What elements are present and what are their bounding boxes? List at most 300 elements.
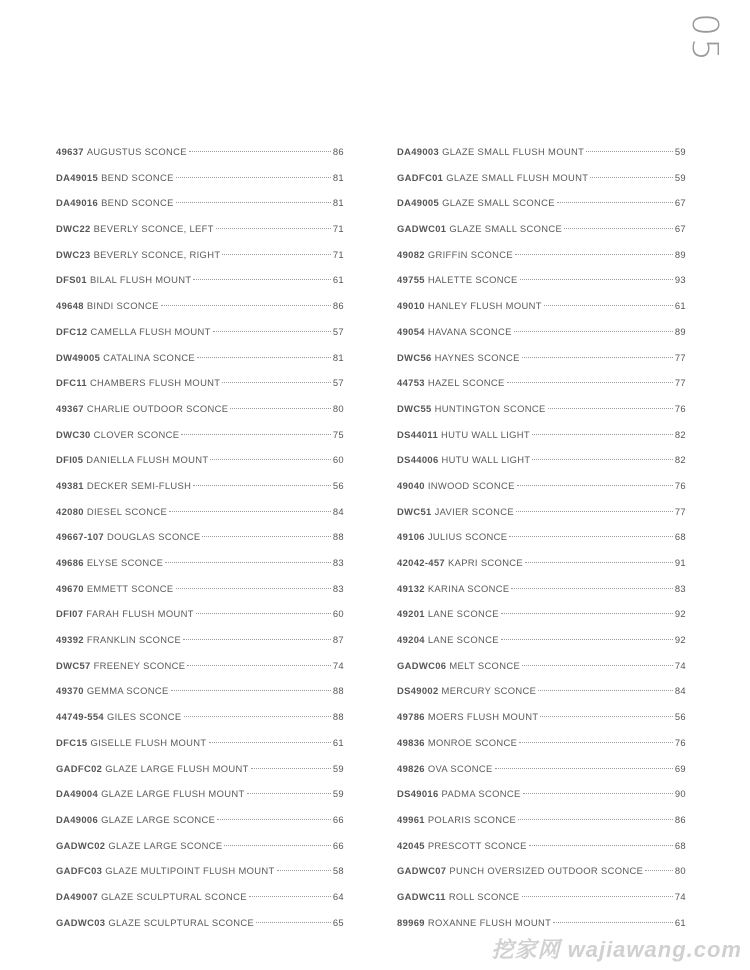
index-entry <box>56 884 344 910</box>
product-code: 42042-457 <box>397 557 445 568</box>
product-name: JAVIER SCONCE <box>434 505 514 517</box>
product-name: BEND SCONCE <box>101 171 174 183</box>
page-reference: 89 <box>674 325 686 337</box>
page-reference: 61 <box>332 736 344 748</box>
product-name: MONROE SCONCE <box>427 736 518 748</box>
page-reference: 66 <box>332 839 344 851</box>
page-reference: 59 <box>332 788 344 800</box>
index-entry <box>397 524 686 550</box>
product-code: DA49015 <box>56 171 99 183</box>
dot-leader <box>222 254 330 255</box>
page-reference: 76 <box>674 402 686 414</box>
product-name: DECKER SEMI-FLUSH <box>86 479 192 491</box>
page-reference: 93 <box>674 274 686 286</box>
product-name: EMMETT SCONCE <box>86 582 174 594</box>
dot-leader <box>548 408 673 409</box>
product-name: ROLL SCONCE <box>448 890 520 902</box>
dot-leader <box>586 151 673 152</box>
page-reference: 76 <box>674 479 686 491</box>
dot-leader <box>538 690 673 691</box>
page-reference: 68 <box>674 839 686 851</box>
dot-leader <box>557 202 673 203</box>
dot-leader <box>529 845 673 846</box>
page-reference: 56 <box>674 711 686 723</box>
product-name: HUTU WALL LIGHT <box>441 454 531 466</box>
dot-leader <box>202 536 330 537</box>
product-name: DOUGLAS SCONCE <box>106 531 201 543</box>
page-reference: 77 <box>674 377 686 389</box>
product-code: 49204 <box>397 634 425 646</box>
dot-leader <box>251 768 331 769</box>
dot-leader <box>553 922 673 923</box>
page-reference: 67 <box>674 197 686 209</box>
dot-leader <box>183 639 331 640</box>
dot-leader <box>522 357 673 358</box>
product-code: 49054 <box>397 325 425 337</box>
product-code: GADWC03 <box>56 916 106 928</box>
product-code: DA49004 <box>56 788 99 800</box>
page-reference: 75 <box>332 428 344 440</box>
index-entry <box>397 165 686 191</box>
page-reference: 74 <box>674 890 686 902</box>
index-entry <box>56 704 344 730</box>
product-code: GADWC11 <box>397 890 446 902</box>
product-name: POLARIS SCONCE <box>427 813 517 825</box>
dot-leader <box>590 177 673 178</box>
product-name: GLAZE MULTIPOINT FLUSH MOUNT <box>105 865 275 877</box>
index-entry <box>397 858 686 884</box>
index-entry <box>397 216 686 242</box>
page-reference: 81 <box>332 351 344 363</box>
dot-leader <box>165 562 331 563</box>
product-code: GADWC06 <box>397 659 447 671</box>
product-code: DFC15 <box>56 736 88 748</box>
product-code: 49040 <box>397 479 425 491</box>
product-name: GILES SCONCE <box>106 711 182 723</box>
index-entry <box>397 242 686 268</box>
product-code: 89969 <box>397 916 425 928</box>
product-code: 42080 <box>56 505 84 517</box>
product-code: 49836 <box>397 736 425 748</box>
product-name: HAVANA SCONCE <box>427 325 512 337</box>
product-code: DS44006 <box>397 454 439 466</box>
product-code: 49370 <box>56 685 84 697</box>
product-name: PUNCH OVERSIZED OUTDOOR SCONCE <box>449 865 644 877</box>
product-name: HANLEY FLUSH MOUNT <box>427 300 542 312</box>
page-reference: 86 <box>332 300 344 312</box>
product-code: 49670 <box>56 582 84 594</box>
page-reference: 74 <box>674 659 686 671</box>
page-reference: 56 <box>332 479 344 491</box>
page-reference: 83 <box>332 557 344 568</box>
dot-leader <box>256 922 331 923</box>
page-reference: 88 <box>332 531 344 543</box>
product-code: DS49002 <box>397 685 439 697</box>
dot-leader <box>532 459 672 460</box>
product-code: DA49003 <box>397 146 440 157</box>
dot-leader <box>216 228 331 229</box>
dot-leader <box>509 536 672 537</box>
page-reference: 58 <box>332 865 344 877</box>
product-name: PRESCOTT SCONCE <box>427 839 527 851</box>
dot-leader <box>209 742 331 743</box>
page-reference: 71 <box>332 248 344 260</box>
product-code: DS49016 <box>397 788 439 800</box>
product-name: CATALINA SCONCE <box>103 351 196 363</box>
product-name: GLAZE LARGE SCONCE <box>101 813 216 825</box>
dot-leader <box>511 588 672 589</box>
dot-leader <box>181 434 330 435</box>
index-entry <box>397 730 686 756</box>
index-entry <box>397 267 686 293</box>
product-code: 49367 <box>56 402 84 414</box>
product-code: 42045 <box>397 839 425 851</box>
product-name: GLAZE SCULPTURAL SCONCE <box>108 916 255 928</box>
index-entry <box>56 627 344 653</box>
page-reference: 77 <box>674 351 686 363</box>
product-name: CLOVER SCONCE <box>93 428 180 440</box>
dot-leader <box>501 613 673 614</box>
dot-leader <box>161 305 331 306</box>
index-entry <box>56 756 344 782</box>
product-name: GLAZE LARGE SCONCE <box>108 839 223 851</box>
page-reference: 61 <box>674 916 686 928</box>
page-reference: 59 <box>332 762 344 774</box>
index-entry <box>56 499 344 525</box>
dot-leader <box>518 819 673 820</box>
product-code: DWC55 <box>397 402 432 414</box>
page-reference: 66 <box>332 813 344 825</box>
product-name: ROXANNE FLUSH MOUNT <box>427 916 552 928</box>
index-entry <box>56 370 344 396</box>
product-code: 49755 <box>397 274 425 286</box>
index-entry <box>397 781 686 807</box>
index-entry <box>56 781 344 807</box>
dot-leader <box>525 562 673 563</box>
index-entry <box>56 678 344 704</box>
product-name: GLAZE LARGE FLUSH MOUNT <box>101 788 245 800</box>
product-code: 49667-107 <box>56 531 104 543</box>
dot-leader <box>169 511 331 512</box>
index-entry <box>56 139 344 165</box>
page-reference: 84 <box>674 685 686 697</box>
product-name: GLAZE SMALL FLUSH MOUNT <box>442 146 585 157</box>
product-code: DWC57 <box>56 659 91 671</box>
page-reference: 92 <box>674 634 686 646</box>
product-code: 49392 <box>56 634 84 646</box>
product-name: FARAH FLUSH MOUNT <box>86 608 194 620</box>
page-reference: 60 <box>332 454 344 466</box>
dot-leader <box>507 382 673 383</box>
dot-leader <box>519 742 673 743</box>
product-name: HAZEL SCONCE <box>427 377 505 389</box>
product-name: HALETTE SCONCE <box>427 274 518 286</box>
index-entry <box>56 319 344 345</box>
dot-leader <box>193 279 330 280</box>
index-entry <box>397 884 686 910</box>
page-reference: 82 <box>674 454 686 466</box>
dot-leader <box>176 202 331 203</box>
page-reference: 74 <box>332 659 344 671</box>
index-entry <box>56 910 344 936</box>
dot-leader <box>495 768 673 769</box>
product-code: DA49005 <box>397 197 440 209</box>
product-name: GLAZE SMALL SCONCE <box>449 223 563 235</box>
page-reference: 64 <box>332 890 344 902</box>
index-entry <box>397 627 686 653</box>
dot-leader <box>522 896 673 897</box>
page-reference: 77 <box>674 505 686 517</box>
index-entry <box>56 550 344 576</box>
product-name: LANE SCONCE <box>427 608 499 620</box>
product-code: DFC12 <box>56 325 88 337</box>
product-code: 49381 <box>56 479 84 491</box>
index-entry <box>397 756 686 782</box>
product-name: GLAZE SCULPTURAL SCONCE <box>101 890 247 902</box>
product-code: 44753 <box>397 377 425 389</box>
dot-leader <box>217 819 331 820</box>
index-entry <box>397 499 686 525</box>
dot-leader <box>523 793 673 794</box>
page-reference: 81 <box>332 171 344 183</box>
page-reference: 87 <box>332 634 344 646</box>
product-name: HUNTINGTON SCONCE <box>434 402 546 414</box>
product-code: GADWC02 <box>56 839 106 851</box>
product-code: GADFC02 <box>56 762 103 774</box>
dot-leader <box>516 511 673 512</box>
page-reference: 83 <box>332 582 344 594</box>
dot-leader <box>197 357 331 358</box>
product-name: INWOOD SCONCE <box>427 479 515 491</box>
dot-leader <box>196 613 331 614</box>
product-name: FRANKLIN SCONCE <box>86 634 182 646</box>
product-name: MERCURY SCONCE <box>441 685 537 697</box>
dot-leader <box>193 485 331 486</box>
dot-leader <box>176 588 331 589</box>
page-reference: 86 <box>332 146 344 157</box>
product-code: 49201 <box>397 608 425 620</box>
product-name: BEND SCONCE <box>101 197 174 209</box>
index-entry <box>56 858 344 884</box>
index-entry <box>56 524 344 550</box>
index-entry <box>56 267 344 293</box>
product-name: GRIFFIN SCONCE <box>427 248 513 260</box>
dot-leader <box>517 485 673 486</box>
index-entry <box>56 833 344 859</box>
product-code: 49826 <box>397 762 425 774</box>
dot-leader <box>522 665 673 666</box>
product-code: DWC22 <box>56 223 91 235</box>
product-name: MELT SCONCE <box>449 659 521 671</box>
product-code: DWC30 <box>56 428 91 440</box>
product-name: LANE SCONCE <box>427 634 499 646</box>
dot-leader <box>645 870 673 871</box>
page-reference: 61 <box>674 300 686 312</box>
dot-leader <box>184 716 331 717</box>
product-name: FREENEY SCONCE <box>93 659 186 671</box>
page-reference: 90 <box>674 788 686 800</box>
product-name: BINDI SCONCE <box>86 300 159 312</box>
product-code: DA49016 <box>56 197 99 209</box>
page-number: 05 <box>684 13 725 63</box>
index-entry <box>397 139 686 165</box>
index-entry <box>397 550 686 576</box>
index-entry <box>56 807 344 833</box>
page-reference: 92 <box>674 608 686 620</box>
index-entry <box>56 730 344 756</box>
product-name: CHAMBERS FLUSH MOUNT <box>89 377 221 389</box>
index-entry <box>397 704 686 730</box>
index-entry <box>56 422 344 448</box>
dot-leader <box>540 716 672 717</box>
index-entry <box>56 293 344 319</box>
product-code: 49648 <box>56 300 84 312</box>
index-entry <box>397 447 686 473</box>
page-reference: 57 <box>332 325 344 337</box>
page-reference: 84 <box>332 505 344 517</box>
product-name: CHARLIE OUTDOOR SCONCE <box>86 402 229 414</box>
page-reference: 88 <box>332 711 344 723</box>
product-name: OVA SCONCE <box>427 762 493 774</box>
product-name: HUTU WALL LIGHT <box>441 428 530 440</box>
index-entry <box>397 601 686 627</box>
dot-leader <box>564 228 673 229</box>
product-code: DA49007 <box>56 890 99 902</box>
product-code: DFI05 <box>56 454 84 466</box>
product-code: DS44011 <box>397 428 439 440</box>
page-reference: 59 <box>674 146 686 157</box>
index-entry <box>397 910 686 936</box>
product-name: GLAZE LARGE FLUSH MOUNT <box>105 762 249 774</box>
index-entry <box>397 319 686 345</box>
product-code: 49637 <box>56 146 84 157</box>
page-reference: 88 <box>332 685 344 697</box>
index-column-left <box>56 139 344 935</box>
product-code: DFS01 <box>56 274 87 286</box>
page-reference: 80 <box>332 402 344 414</box>
index-entry <box>56 473 344 499</box>
product-name: GISELLE FLUSH MOUNT <box>90 736 207 748</box>
product-code: 49786 <box>397 711 425 723</box>
index-entry <box>56 165 344 191</box>
page-reference: 61 <box>332 274 344 286</box>
index-entry <box>397 653 686 679</box>
index-column-right <box>397 139 686 935</box>
index-entry <box>56 447 344 473</box>
dot-leader <box>222 382 330 383</box>
page-reference: 83 <box>674 582 686 594</box>
dot-leader <box>247 793 331 794</box>
page-reference: 71 <box>332 223 344 235</box>
product-code: DFI07 <box>56 608 84 620</box>
product-code: 44749-554 <box>56 711 104 723</box>
index-entry <box>56 601 344 627</box>
product-name: PADMA SCONCE <box>441 788 521 800</box>
product-name: KARINA SCONCE <box>427 582 510 594</box>
dot-leader <box>213 331 331 332</box>
product-code: 49082 <box>397 248 425 260</box>
dot-leader <box>544 305 673 306</box>
index-entry <box>56 653 344 679</box>
product-code: DFC11 <box>56 377 87 389</box>
product-name: GEMMA SCONCE <box>86 685 169 697</box>
product-name: HAYNES SCONCE <box>434 351 520 363</box>
product-code: GADFC01 <box>397 171 444 183</box>
page-reference: 82 <box>674 428 686 440</box>
product-name: ELYSE SCONCE <box>86 557 164 568</box>
index-entry <box>397 190 686 216</box>
dot-leader <box>187 665 331 666</box>
index-entry <box>397 807 686 833</box>
product-code: DWC56 <box>397 351 432 363</box>
index-entry <box>56 576 344 602</box>
dot-leader <box>277 870 331 871</box>
index-entry <box>397 678 686 704</box>
dot-leader <box>520 279 673 280</box>
index-entry <box>56 345 344 371</box>
index-entry <box>397 576 686 602</box>
dot-leader <box>224 845 330 846</box>
page-reference: 67 <box>674 223 686 235</box>
page-reference: 81 <box>332 197 344 209</box>
page-reference: 68 <box>674 531 686 543</box>
product-name: GLAZE SMALL SCONCE <box>442 197 555 209</box>
page-reference: 69 <box>674 762 686 774</box>
product-code: 49961 <box>397 813 425 825</box>
page-reference: 59 <box>674 171 686 183</box>
product-code: 49106 <box>397 531 425 543</box>
page-reference: 76 <box>674 736 686 748</box>
page-reference: 91 <box>674 557 686 568</box>
dot-leader <box>514 331 673 332</box>
index-entry <box>397 345 686 371</box>
product-code: 49686 <box>56 557 84 568</box>
product-code: GADFC03 <box>56 865 103 877</box>
dot-leader <box>176 177 331 178</box>
product-code: DA49006 <box>56 813 99 825</box>
watermark: 挖家网 wajiawang.com <box>491 937 742 962</box>
dot-leader <box>230 408 330 409</box>
dot-leader <box>210 459 330 460</box>
product-name: CAMELLA FLUSH MOUNT <box>90 325 211 337</box>
index-entry <box>397 422 686 448</box>
dot-leader <box>515 254 673 255</box>
product-name: MOERS FLUSH MOUNT <box>427 711 539 723</box>
product-code: DWC23 <box>56 248 91 260</box>
product-code: 49132 <box>397 582 425 594</box>
product-code: 49010 <box>397 300 425 312</box>
dot-leader <box>501 639 673 640</box>
page-reference: 80 <box>674 865 686 877</box>
index-entry <box>56 396 344 422</box>
index-entry <box>397 396 686 422</box>
product-name: DIESEL SCONCE <box>86 505 168 517</box>
page-reference: 60 <box>332 608 344 620</box>
page-reference: 57 <box>332 377 344 389</box>
product-name: JULIUS SCONCE <box>427 531 508 543</box>
index-entry <box>397 833 686 859</box>
product-name: BILAL FLUSH MOUNT <box>89 274 192 286</box>
dot-leader <box>532 434 673 435</box>
product-name: BEVERLY SCONCE, LEFT <box>93 223 214 235</box>
index-entry <box>56 242 344 268</box>
index-entry <box>397 473 686 499</box>
dot-leader <box>171 690 331 691</box>
product-name: BEVERLY SCONCE, RIGHT <box>93 248 221 260</box>
page-reference: 86 <box>674 813 686 825</box>
product-code: DWC51 <box>397 505 432 517</box>
dot-leader <box>249 896 331 897</box>
